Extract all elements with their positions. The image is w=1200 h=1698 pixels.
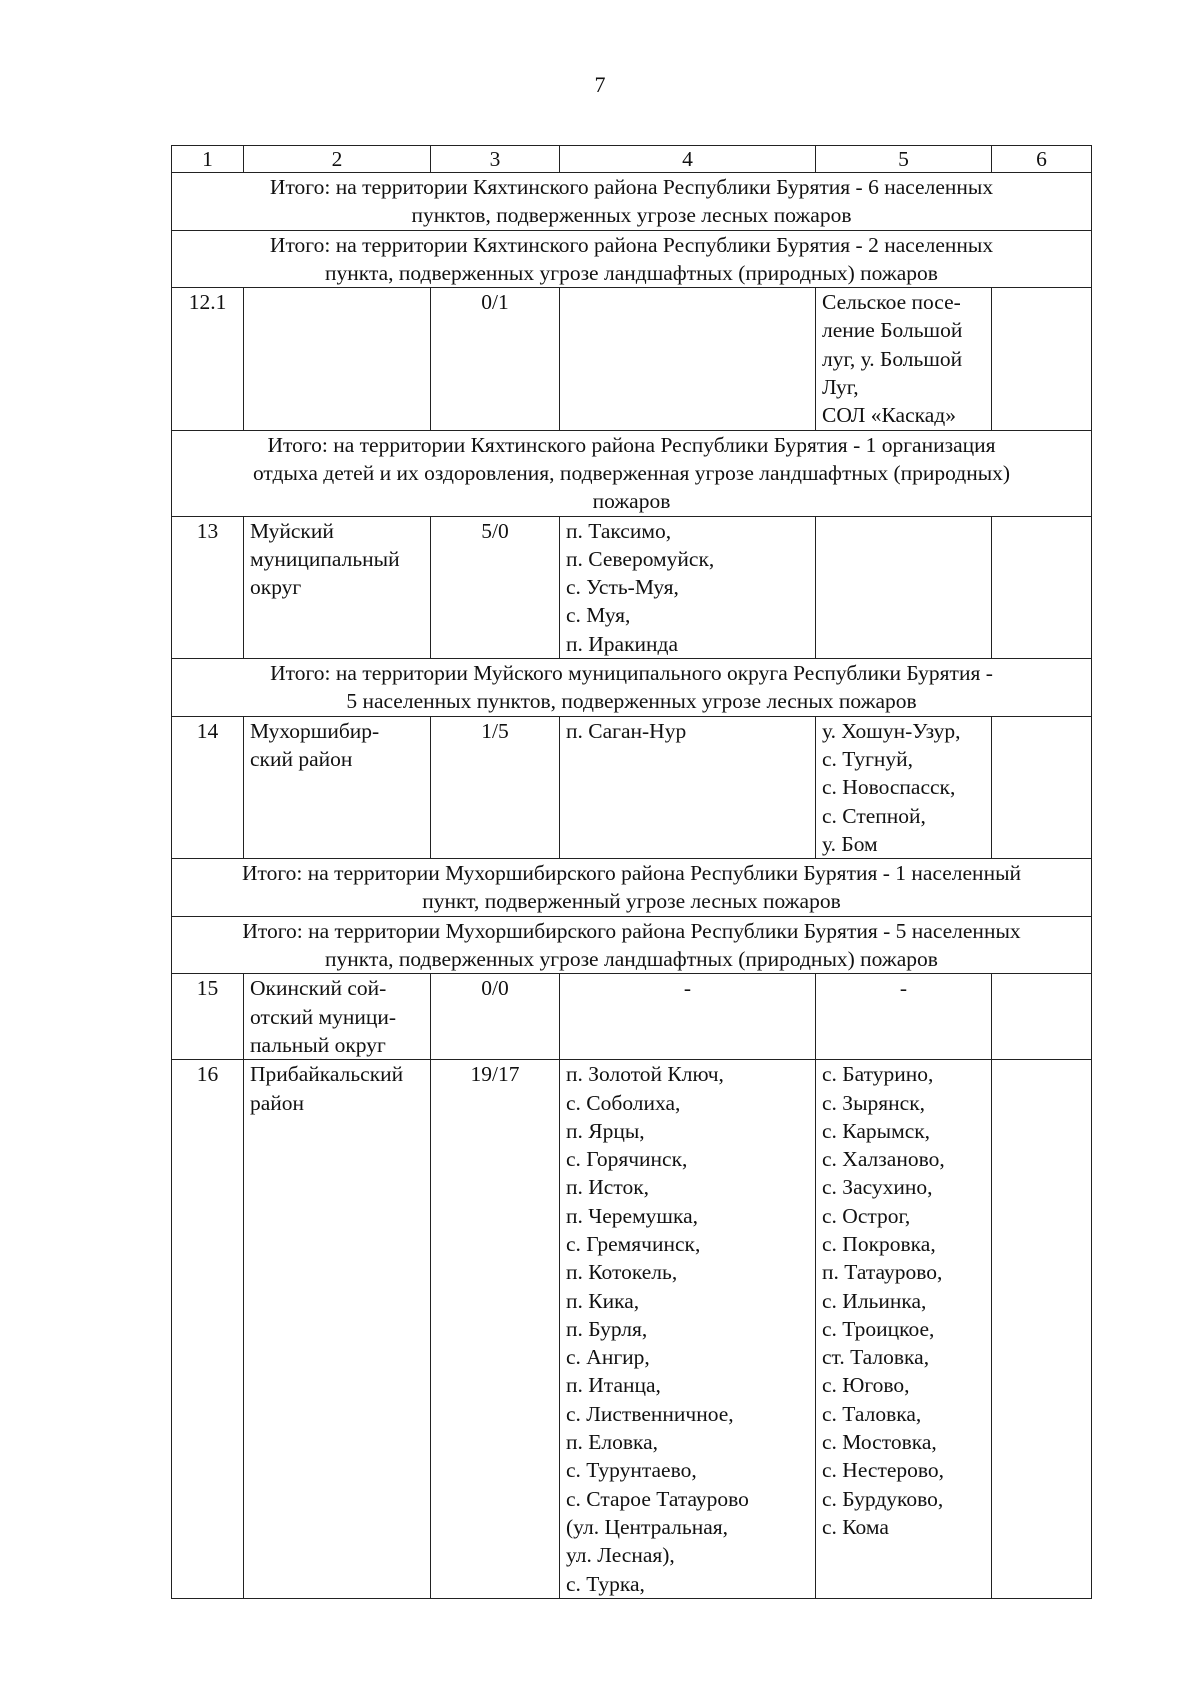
row-number: 13 <box>172 516 244 658</box>
landscape-fire-settlements: Сельское посе- ление Большой луг, у. Большой Луг, СОЛ «Каскад» <box>816 288 992 430</box>
total-text: Итого: на территории Муйского муниципального округа Республики Бурятия - 5 населенных пунктов, подверженных угрозе лесных пожаров <box>172 659 1092 717</box>
forest-fire-settlements: п. Таксимо, п. Северомуйск, с. Усть-Муя, с. Муя, п. Иракинда <box>560 516 816 658</box>
note-cell <box>992 1060 1092 1599</box>
district-name <box>244 288 431 430</box>
column-header: 1 <box>172 146 244 173</box>
total-row <box>172 859 1092 917</box>
total-row <box>172 173 1092 231</box>
landscape-fire-settlements <box>816 516 992 658</box>
table-row <box>172 1060 1092 1599</box>
forest-fire-settlements: п. Саган-Нур <box>560 716 816 858</box>
note-cell <box>992 716 1092 858</box>
table-header-row <box>172 146 1092 173</box>
row-number: 16 <box>172 1060 244 1599</box>
total-text: Итого: на территории Кяхтинского района Республики Бурятия - 1 организация отдыха детей и их оздоровления, подверженная угрозе ландшафтных (природных) пожаров <box>172 430 1092 516</box>
forest-fire-settlements <box>560 288 816 430</box>
district-name: Окинский сой- отский муници- пальный округ <box>244 974 431 1060</box>
settlement-count: 0/1 <box>431 288 560 430</box>
landscape-fire-settlements: у. Хошун-Узур, с. Тугнуй, с. Новоспасск, с. Степной, у. Бом <box>816 716 992 858</box>
settlement-count: 0/0 <box>431 974 560 1060</box>
total-row <box>172 430 1092 516</box>
total-row <box>172 230 1092 288</box>
settlement-count: 19/17 <box>431 1060 560 1599</box>
district-name: Муйский муниципальный округ <box>244 516 431 658</box>
settlement-count: 1/5 <box>431 716 560 858</box>
row-number: 12.1 <box>172 288 244 430</box>
row-number: 15 <box>172 974 244 1060</box>
column-header: 3 <box>431 146 560 173</box>
column-header: 4 <box>560 146 816 173</box>
page-number: 7 <box>594 72 606 97</box>
table-row <box>172 974 1092 1060</box>
table-row <box>172 516 1092 658</box>
landscape-fire-settlements: - <box>816 974 992 1060</box>
total-text: Итого: на территории Кяхтинского района Республики Бурятия - 6 населенных пунктов, подверженных угрозе лесных пожаров <box>172 173 1092 231</box>
total-row <box>172 659 1092 717</box>
column-header: 5 <box>816 146 992 173</box>
note-cell <box>992 288 1092 430</box>
forest-fire-settlements: - <box>560 974 816 1060</box>
table-row <box>172 716 1092 858</box>
settlements-table <box>171 145 1092 1599</box>
note-cell <box>992 516 1092 658</box>
note-cell <box>992 974 1092 1060</box>
table-row <box>172 288 1092 430</box>
row-number: 14 <box>172 716 244 858</box>
column-header: 6 <box>992 146 1092 173</box>
forest-fire-settlements: п. Золотой Ключ, с. Соболиха, п. Ярцы, с. Горячинск, п. Исток, п. Черемушка, с. Гремячинск, п. Котокель, п. Кика, п. Бурля, с. Ангир, п. Итанца, с. Лиственничное, п. Еловка, с. Турунтаево, с. Старое Татаурово (ул. Центральная, ул. Лесная), с. Турка, <box>560 1060 816 1599</box>
settlement-count: 5/0 <box>431 516 560 658</box>
total-row <box>172 916 1092 974</box>
landscape-fire-settlements: с. Батурино, с. Зырянск, с. Карымск, с. Халзаново, с. Засухино, с. Острог, с. Покровка, п. Татаурово, с. Ильинка, с. Троицкое, ст. Таловка, с. Югово, с. Таловка, с. Мостовка, с. Нестерово, с. Бурдуково, с. Кома <box>816 1060 992 1599</box>
district-name: Мухоршибир- ский район <box>244 716 431 858</box>
column-header: 2 <box>244 146 431 173</box>
total-text: Итого: на территории Мухоршибирского района Республики Бурятия - 1 населенный пункт, подверженный угрозе лесных пожаров <box>172 859 1092 917</box>
total-text: Итого: на территории Кяхтинского района Республики Бурятия - 2 населенных пункта, подверженных угрозе ландшафтных (природных) пожаров <box>172 230 1092 288</box>
total-text: Итого: на территории Мухоршибирского района Республики Бурятия - 5 населенных пункта, подверженных угрозе ландшафтных (природных) пожаров <box>172 916 1092 974</box>
district-name: Прибайкальский район <box>244 1060 431 1599</box>
